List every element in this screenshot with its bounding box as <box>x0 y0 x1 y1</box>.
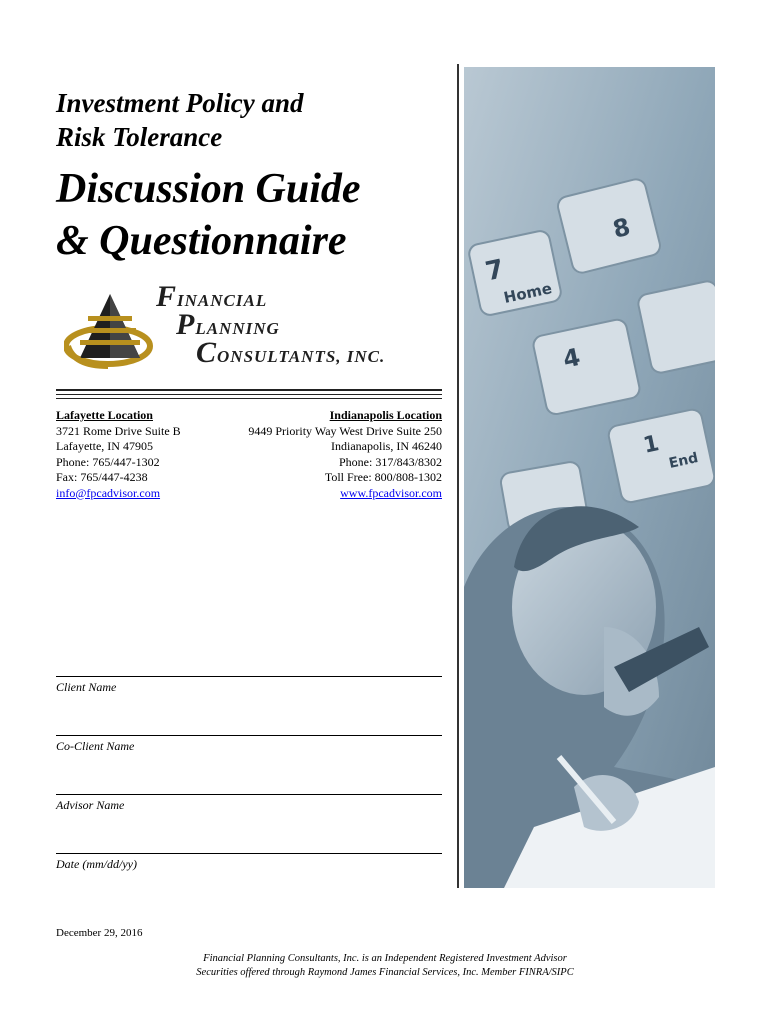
field-label: Co-Client Name <box>56 739 135 753</box>
subtitle-line-1: Investment Policy and <box>56 88 304 118</box>
subtitle-line-2: Risk Tolerance <box>56 122 223 152</box>
field-label: Client Name <box>56 680 117 694</box>
key-label: 1 <box>641 431 662 459</box>
field-label: Advisor Name <box>56 798 125 812</box>
client-name-field[interactable] <box>56 662 442 695</box>
phone-number: Phone: 765/447-1302 <box>56 454 160 469</box>
company-logo <box>64 280 442 376</box>
cover-photo <box>464 67 715 888</box>
tollfree-number: Toll Free: 800/808-1302 <box>324 470 442 484</box>
field-label: Date (mm/dd/yy) <box>56 857 137 871</box>
lafayette-location <box>56 408 246 501</box>
fax-number: Fax: 765/447-4238 <box>56 470 148 484</box>
document-subtitle <box>56 86 456 154</box>
pyramid-logo-icon <box>64 288 156 372</box>
key-label: 7 <box>482 254 507 288</box>
disclosure-footer <box>56 952 714 980</box>
document-title <box>56 163 456 267</box>
address-line: 9449 Priority Way West Drive Suite 250 <box>248 423 442 438</box>
divider-rule <box>56 389 442 391</box>
key-label: End <box>667 450 700 472</box>
address-line: 3721 Rome Drive Suite B <box>56 423 181 438</box>
location-heading: Lafayette Location <box>56 408 153 422</box>
document-date: December 29, 2016 <box>56 927 143 939</box>
signature-line[interactable] <box>56 662 442 677</box>
location-heading: Indianapolis Location <box>329 408 442 422</box>
signature-line[interactable] <box>56 721 442 736</box>
divider-rule <box>56 394 442 395</box>
coclient-name-field[interactable] <box>56 721 442 754</box>
divider-rule <box>56 398 442 399</box>
key-label: 4 <box>560 342 583 374</box>
key-label: 8 <box>610 212 634 244</box>
footer-line: Securities offered through Raymond James Financial Services, Inc. Member FINRA/SIPC <box>196 967 574 978</box>
logo-word-planning: PLANNING <box>176 308 280 341</box>
signature-line[interactable] <box>56 780 442 795</box>
advisor-name-field[interactable] <box>56 780 442 813</box>
man-on-phone-photo-icon <box>464 67 715 888</box>
footer-line: Financial Planning Consultants, Inc. is an Independent Registered Investment Advisor <box>203 953 567 964</box>
email-link[interactable]: info@fpcadvisor.com <box>56 485 161 500</box>
title-line-2: & Questionnaire <box>56 218 347 264</box>
logo-word-consultants: CONSULTANTS, INC. <box>196 336 386 369</box>
signature-line[interactable] <box>56 839 442 854</box>
indianapolis-location <box>230 408 442 501</box>
date-field[interactable] <box>56 839 442 872</box>
title-line-1: Discussion Guide <box>56 166 361 212</box>
address-line: Indianapolis, IN 46240 <box>331 439 442 453</box>
website-link[interactable]: www.fpcadvisor.com <box>340 485 442 500</box>
address-line: Lafayette, IN 47905 <box>56 439 153 453</box>
phone-number: Phone: 317/843/8302 <box>338 454 442 469</box>
vertical-divider <box>457 64 459 888</box>
key-label: Home <box>502 279 554 307</box>
logo-word-financial: FINANCIAL <box>156 280 268 313</box>
